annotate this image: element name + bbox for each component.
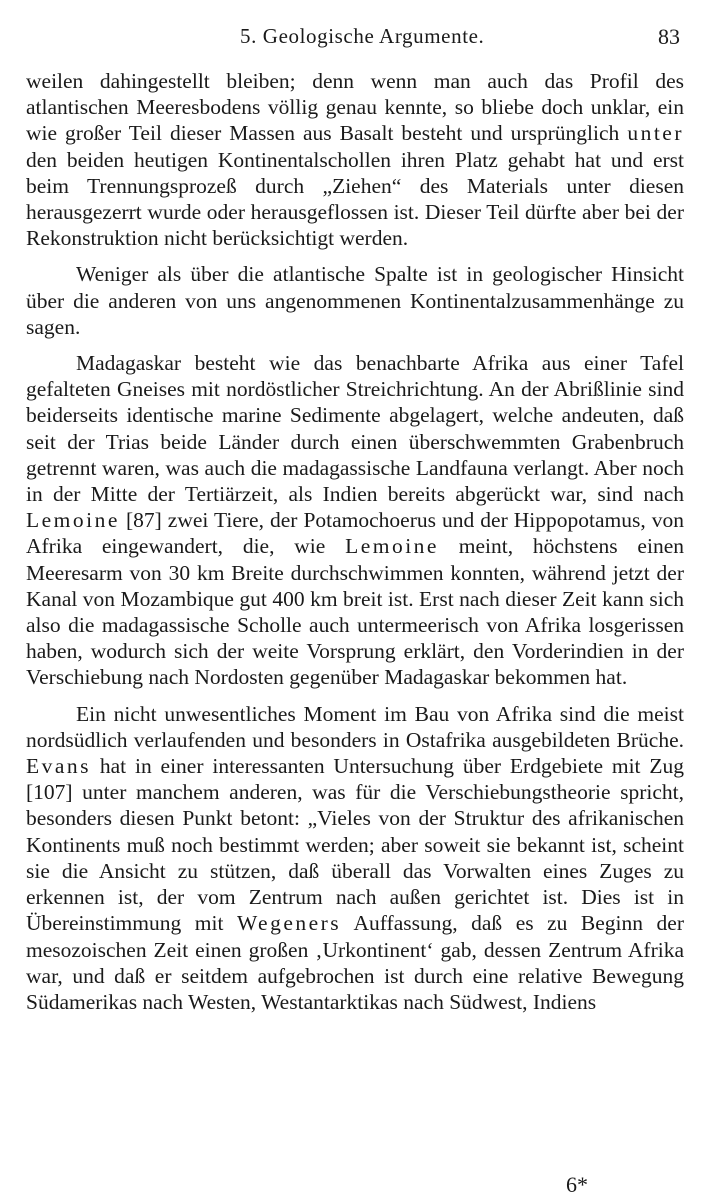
paragraph bbox=[26, 261, 684, 340]
spaced-name: unter bbox=[627, 121, 684, 146]
signature-mark: 6* bbox=[566, 1172, 588, 1197]
spaced-name: Lemoine bbox=[26, 508, 120, 533]
body-text bbox=[26, 68, 684, 1025]
running-head bbox=[0, 18, 710, 54]
text-segment: den beiden heutigen Kontinentalschollen ihren Platz gehabt hat und erst beim Trennungsprozeß durch „Ziehen“ des Materials unter diesen herausgezerrt wurde oder herausgeflossen ist. Dieser Teil dürfte aber bei der Rekonstruktion nicht berücksichtigt werden. bbox=[26, 147, 684, 251]
section-title: 5. Geologische Argumente. bbox=[240, 24, 485, 48]
text-segment: [87] zwei Tiere, der Potamochoerus und der Hippopotamus, von Afrika eingewandert, die, wie bbox=[26, 508, 684, 559]
text-segment: Weniger als über die atlantische Spalte ist in geologischer Hinsicht über die anderen von uns angenommenen Kontinentalzusammenhänge zu sagen. bbox=[26, 262, 684, 339]
spaced-name: Lemoine bbox=[345, 534, 439, 559]
page-number: 83 bbox=[658, 24, 680, 49]
paragraph bbox=[26, 701, 684, 1015]
text-segment: meint, höchstens einen Meeresarm von 30 km Breite durchschwimmen konnten, während jetzt der Kanal von Mozambique gut 400 km breit ist. Erst nach dieser Zeit kann sich also die madagassische Scholle auch untermeerisch von Afrika losgerissen haben, wodurch sich der weite Vorsprung erklärt, den Vorderindien in der Verschiebung nach Nordosten gegenüber Madagaskar bekommen hat. bbox=[26, 534, 684, 690]
text-segment: Auffassung, daß es zu Beginn der mesozoischen Zeit einen großen ‚Urkontinent‘ gab, dessen Zentrum Afrika war, und daß er seitdem aufgebrochen ist durch eine relative Bewegung Südamerikas nach Westen, Westantarktikas nach Südwest, Indiens bbox=[26, 911, 684, 1014]
spaced-name: Wegeners bbox=[236, 911, 342, 936]
text-segment: Madagaskar besteht wie das benachbarte Afrika aus einer Tafel gefalteten Gneises mit nordöstlicher Streichrichtung. An der Abrißlinie sind beiderseits identische marine Sedimente abgelagert, welche andeuten, daß seit der Trias beide Länder durch einen überschwemmten Grabenbruch getrennt waren, was auch die madagassische Landfauna verlangt. Aber noch in der Mitte der Tertiärzeit, als Indien bereits abgerückt war, sind nach bbox=[26, 351, 684, 507]
text-segment: Ein nicht unwesentliches Moment im Bau von Afrika sind die meist nordsüdlich verlaufenden und besonders in Ostafrika ausgebildeten Brüche. bbox=[26, 701, 684, 752]
text-segment: weilen dahingestellt bleiben; denn wenn man auch das Profil des atlantischen Meeresbodens völlig genau kennte, so bliebe doch unklar, ein wie großer Teil dieser Massen aus Basalt besteht und ursprünglich bbox=[26, 69, 684, 146]
paragraph bbox=[26, 350, 684, 691]
text-segment: hat in einer interessanten Untersuchung über Erdgebiete mit Zug [107] unter manchem anderen, was für die Verschiebungstheorie spricht, besonders diesen Punkt betont: „Vieles von der Struktur des afrikanischen Kontinents muß noch bestimmt werden; aber soweit sie bekannt ist, scheint sie die Ansicht zu stützen, daß überall das Vorwalten eines Zuges zu erkennen ist, der vom Zentrum nach außen gerichtet ist. Dies ist in Übereinstimmung mit bbox=[26, 754, 684, 936]
paragraph bbox=[26, 68, 684, 251]
spaced-name: Evans bbox=[26, 754, 92, 779]
